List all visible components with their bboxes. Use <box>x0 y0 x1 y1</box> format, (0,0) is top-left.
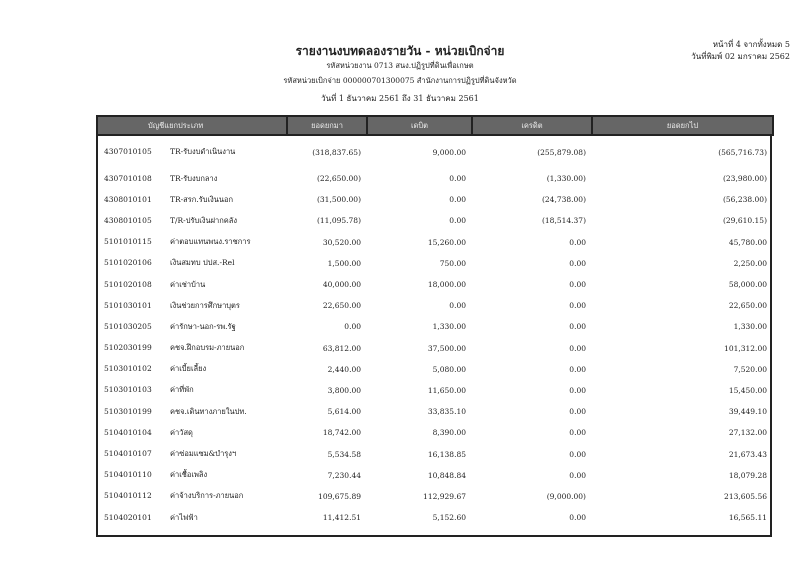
credit-cell: (255,879.08) <box>537 147 586 157</box>
closing-cell: 21,673.43 <box>728 449 767 459</box>
account-cell <box>97 168 287 189</box>
closing-cell: 101,312.00 <box>724 343 767 353</box>
account-name: ค่าตอบแทนพนง.ราชการ <box>170 237 251 247</box>
account-name: ค่าวัสดุ <box>170 427 193 437</box>
debit-cell: 15,260.00 <box>427 237 466 247</box>
account-code: 5103010103 <box>104 385 152 395</box>
account-code: 5103010102 <box>104 364 152 374</box>
credit-cell: 0.00 <box>569 385 586 395</box>
closing-cell: 15,450.00 <box>728 385 767 395</box>
debit-cell: 37,500.00 <box>427 343 466 353</box>
account-code: 5102030199 <box>104 343 152 353</box>
account-cell <box>97 135 287 168</box>
closing-cell: 58,000.00 <box>728 280 767 290</box>
account-name: TR-รับงบดำเนินงาน <box>170 147 236 156</box>
debit-cell: 10,848.84 <box>427 470 466 480</box>
opening-cell: (11,095.78) <box>316 216 361 226</box>
table-row <box>97 380 773 401</box>
report-period: วันที่ 1 ธันวาคม 2561 ถึง 31 ธันวาคม 2561 <box>321 94 479 103</box>
account-code: 4307010108 <box>104 173 152 183</box>
closing-cell: (29,610.15) <box>722 216 767 226</box>
report-title: รายงานงบทดลองรายวัน - หน่วยเบิกจ่าย <box>295 44 505 58</box>
account-code: 5101010115 <box>104 237 152 247</box>
debit-cell: 5,080.00 <box>432 364 466 374</box>
debit-cell: 750.00 <box>439 258 466 268</box>
account-name: T/R-ปรับเงินฝากคลัง <box>170 215 238 225</box>
closing-cell: 2,250.00 <box>733 258 767 268</box>
account-code: 5104020101 <box>104 512 152 522</box>
opening-cell: (22,650.00) <box>316 174 361 184</box>
account-cell <box>97 210 287 231</box>
credit-cell: 0.00 <box>569 258 586 268</box>
col-header-closing: ยอดยกไป <box>592 116 773 135</box>
account-name: ค่ารักษา-นอก-รพ.รัฐ <box>170 321 236 331</box>
credit-cell: 0.00 <box>569 407 586 417</box>
debit-cell: 11,650.00 <box>427 385 466 395</box>
closing-cell: 1,330.00 <box>733 322 767 332</box>
opening-cell: (318,837.65) <box>312 147 361 157</box>
page-info <box>666 39 790 63</box>
col-header-debit: เดบิต <box>367 116 472 135</box>
account-code: 5104010112 <box>104 491 152 501</box>
table-row <box>97 210 773 231</box>
debit-cell: 33,835.10 <box>427 407 466 417</box>
account-name: ค่าที่พัก <box>170 385 194 395</box>
account-cell <box>97 380 287 401</box>
unit-code: รหัสหน่วยงาน 0713 สนง.ปฏิรูปที่ดินเพื่อเกษต <box>326 61 474 70</box>
closing-cell: (56,238.00) <box>722 195 767 205</box>
account-cell <box>97 465 287 486</box>
account-code: 4307010105 <box>104 147 152 156</box>
debit-cell: 0.00 <box>449 301 466 311</box>
opening-cell: 11,412.51 <box>322 513 361 523</box>
closing-cell: 18,079.28 <box>728 470 767 480</box>
debit-cell: 5,152.60 <box>432 513 466 523</box>
closing-cell: (565,716.73) <box>718 147 767 157</box>
credit-cell: 0.00 <box>569 237 586 247</box>
account-cell <box>97 486 287 507</box>
table-header-row <box>97 116 773 135</box>
table-row <box>97 443 773 464</box>
account-name: คชจ.เดินทางภายในปท. <box>170 406 247 416</box>
debit-cell: 16,138.85 <box>427 449 466 459</box>
table-row <box>97 422 773 443</box>
opening-cell: 7,230.44 <box>327 470 361 480</box>
account-code: 5104010110 <box>104 470 152 480</box>
table-body <box>97 135 773 528</box>
table-row <box>97 232 773 253</box>
page-number: หน้าที่ 4 จากทั้งหมด 5 <box>712 40 790 49</box>
opening-cell: 5,534.58 <box>327 449 361 459</box>
closing-cell: (23,980.00) <box>722 174 767 184</box>
debit-cell: 0.00 <box>449 174 466 184</box>
account-cell <box>97 338 287 359</box>
account-cell <box>97 507 287 528</box>
debit-cell: 9,000.00 <box>432 147 466 157</box>
debit-cell: 112,929.67 <box>423 491 466 501</box>
credit-cell: 0.00 <box>569 428 586 438</box>
account-code: 5104010107 <box>104 449 152 459</box>
closing-cell: 16,565.11 <box>728 513 767 523</box>
credit-cell: 0.00 <box>569 301 586 311</box>
account-name: ค่าเบี้ยเลี้ยง <box>170 364 207 374</box>
opening-cell: 40,000.00 <box>322 280 361 290</box>
closing-cell: 45,780.00 <box>728 237 767 247</box>
credit-cell: 0.00 <box>569 513 586 523</box>
account-code: 5101020108 <box>104 279 152 289</box>
print-date: วันที่พิมพ์ 02 มกราคม 2562 <box>691 52 790 61</box>
account-code: 5103010199 <box>104 406 152 416</box>
account-cell <box>97 359 287 380</box>
credit-cell: 0.00 <box>569 449 586 459</box>
col-header-credit: เครดิต <box>472 116 592 135</box>
credit-cell: 0.00 <box>569 343 586 353</box>
account-name: ค่าซ่อมแซม&บำรุงฯ <box>170 449 237 459</box>
credit-cell: 0.00 <box>569 322 586 332</box>
account-cell <box>97 232 287 253</box>
account-code: 4308010101 <box>104 194 152 204</box>
col-header-opening: ยอดยกมา <box>287 116 367 135</box>
col-header-account: บัญชีแยกประเภท <box>97 116 287 135</box>
account-cell <box>97 274 287 295</box>
opening-cell: 22,650.00 <box>322 301 361 311</box>
account-name: ค่าเชื้อเพลิง <box>170 470 208 480</box>
table-row <box>97 253 773 274</box>
table-row <box>97 274 773 295</box>
closing-cell: 22,650.00 <box>728 301 767 311</box>
trial-balance-table <box>96 115 774 528</box>
opening-cell: 3,800.00 <box>327 385 361 395</box>
account-name: TR-รับงบกลาง <box>170 173 218 183</box>
account-cell <box>97 316 287 337</box>
opening-cell: 1,500.00 <box>327 258 361 268</box>
account-name: ค่าจ้างบริการ-ภายนอก <box>170 491 244 501</box>
credit-cell: 0.00 <box>569 280 586 290</box>
table-row <box>97 465 773 486</box>
account-cell <box>97 422 287 443</box>
debit-cell: 0.00 <box>449 216 466 226</box>
table-row <box>97 295 773 316</box>
debit-cell: 0.00 <box>449 195 466 205</box>
credit-cell: 0.00 <box>569 470 586 480</box>
credit-cell: (1,330.00) <box>546 174 586 184</box>
opening-cell: 2,440.00 <box>327 364 361 374</box>
table-row <box>97 507 773 528</box>
table-row <box>97 359 773 380</box>
credit-cell: 0.00 <box>569 364 586 374</box>
debit-cell: 8,390.00 <box>432 428 466 438</box>
account-cell <box>97 189 287 210</box>
opening-cell: 109,675.89 <box>318 491 361 501</box>
closing-cell: 7,520.00 <box>733 364 767 374</box>
table-row <box>97 486 773 507</box>
account-cell <box>97 295 287 316</box>
closing-cell: 39,449.10 <box>728 407 767 417</box>
account-name: คชจ.ฝึกอบรม-ภายนอก <box>170 343 245 353</box>
disbursement-unit: รหัสหน่วยเบิกจ่าย 000000701300075 สำนักงานการปฏิรูปที่ดินจังหวัด <box>283 76 517 85</box>
opening-cell: 0.00 <box>344 322 361 332</box>
opening-cell: 30,520.00 <box>322 237 361 247</box>
credit-cell: (18,514.37) <box>541 216 586 226</box>
closing-cell: 213,605.56 <box>724 491 767 501</box>
account-code: 5101020106 <box>104 258 152 268</box>
opening-cell: (31,500.00) <box>316 195 361 205</box>
table-row <box>97 168 773 189</box>
account-name: เงินสมทบ ปปส.-Rel <box>170 258 235 268</box>
account-code: 4308010105 <box>104 215 152 225</box>
table-row <box>97 316 773 337</box>
account-cell <box>97 401 287 422</box>
credit-cell: (24,738.00) <box>541 195 586 205</box>
closing-cell: 27,132.00 <box>728 428 767 438</box>
account-name: ค่าเช่าบ้าน <box>170 279 206 289</box>
account-cell <box>97 443 287 464</box>
opening-cell: 63,812.00 <box>322 343 361 353</box>
table-row <box>97 135 773 168</box>
opening-cell: 5,614.00 <box>327 407 361 417</box>
debit-cell: 18,000.00 <box>427 280 466 290</box>
table-row <box>97 189 773 210</box>
account-name: เงินช่วยการศึกษาบุตร <box>170 300 240 310</box>
account-cell <box>97 253 287 274</box>
account-name: ค่าไฟฟ้า <box>170 512 198 522</box>
debit-cell: 1,330.00 <box>432 322 466 332</box>
account-code: 5101030101 <box>104 300 152 310</box>
account-code: 5101030205 <box>104 321 152 331</box>
account-code: 5104010104 <box>104 427 152 437</box>
account-name: TR-สรก.รับเงินนอก <box>170 194 234 204</box>
table-row <box>97 338 773 359</box>
credit-cell: (9,000.00) <box>546 491 586 501</box>
opening-cell: 18,742.00 <box>322 428 361 438</box>
table-row <box>97 401 773 422</box>
